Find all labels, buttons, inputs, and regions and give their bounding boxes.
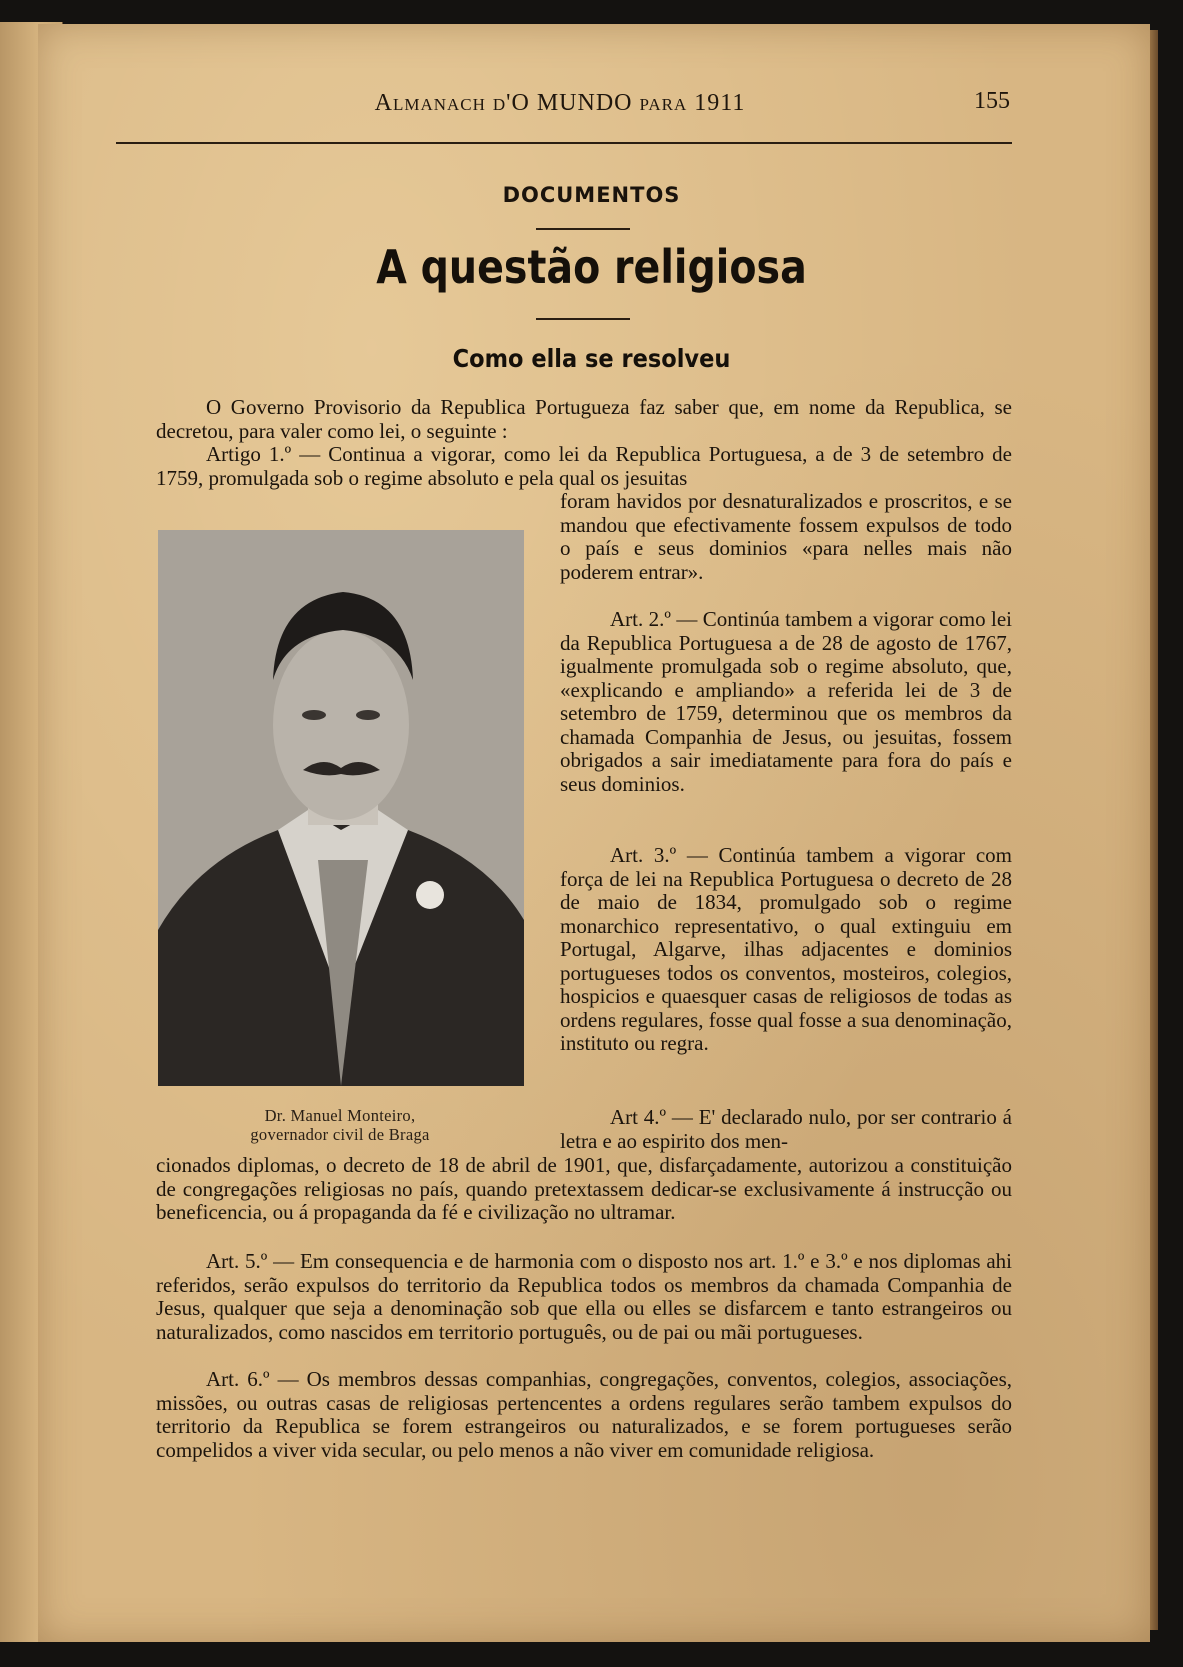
running-head: Almanach d'O MUNDO para 1911	[374, 90, 746, 116]
photo-caption	[170, 1106, 510, 1144]
paragraph-art6: Art. 6.º — Os membros dessas companhias, congregações, conventos, colegios, associações, missões, ou outras casas de religiosas pertencentes a ordens regulares serão tambem expulsos do territorio da Republica se forem estrangeiros ou naturalizados, e se forem portugueses serão compelidos a viver vida secular, ou pelo menos a não viver em comunidade religiosa.	[156, 1367, 1012, 1462]
paragraph-art2: Art. 2.º — Continúa tambem a vigorar como lei da Republica Portuguesa a de 28 de agosto de 1767, igualmente promulgada sob o regime absoluto, que, «explicando e ampliando» a referida lei de 3 de setembro de 1759, determinou que os membros da chamada Companhia de Jesus, ou jesuitas, fossem obrigados a sair imediatamente para fora do país e seus dominios.	[560, 607, 1012, 796]
article-title: A questão religiosa	[376, 240, 807, 294]
header-rule	[116, 142, 1012, 144]
page-number: 155	[974, 88, 1010, 114]
paragraph-art3: Art. 3.º — Continúa tambem a vigorar com força de lei na Republica Portuguesa o decreto de 28 de maio de 1834, promulgado sob o regime monarchico representativo, o qual extinguiu em Portugal, Algarve, ilhas adjacentes e dominios portugueses todos os conventos, mosteiros, colegios, hospicios e quaesquer casas de religiosos de todas as ordens regulares, fosse qual fosse a sua denominação, instituto ou regra.	[560, 843, 1012, 1055]
portrait-icon	[158, 530, 524, 1086]
paragraph-art1-start: Artigo 1.º — Continua a vigorar, como lei da Republica Portuguesa, a de 3 de setembro de 1759, promulgada sob o regime absoluto e pela qual os jesuitas	[156, 442, 1012, 490]
paragraph-art4-end: cionados diplomas, o decreto de 18 de abril de 1901, que, disfarçadamente, autorizou a constituição de congregações religiosas no país, quando pretextassem dedicar-se exclusivamente á instrucção ou beneficencia, ou á propaganda da fé e civilização no ultramar.	[156, 1153, 1012, 1224]
caption-line-title: governador civil de Braga	[250, 1125, 430, 1144]
paragraph-art1-end: foram havidos por desnaturalizados e proscritos, e se mandou que efectivamente fossem expulsos de todo o país e seus dominios «para nelles mais não poderem entrar».	[560, 489, 1012, 584]
paragraph-art5: Art. 5.º — Em consequencia e de harmonia com o disposto nos art. 1.º e 3.º e nos diplomas ahi referidos, serão expulsos do territorio da Republica todos os membros da chamada Companhia de Jesus, qualquer que seja a denominação sob que ella ou elles se disfarcem e tanto estrangeiros ou naturalizados, como nascidos em territorio português, ou de pai ou mãi portugueses.	[156, 1249, 1012, 1344]
paragraph-art4-start: Art 4.º — E' declarado nulo, por ser contrario á letra e ao espirito dos men-	[560, 1105, 1012, 1153]
page-header	[110, 86, 1010, 122]
portrait-photo	[158, 530, 524, 1086]
section-label: DOCUMENTOS	[502, 183, 681, 207]
title-rule-top	[536, 228, 630, 230]
article-subtitle: Como ella se resolveu	[452, 344, 731, 373]
paragraph-intro: O Governo Provisorio da Republica Portugueza faz saber que, em nome da Republica, se decretou, para valer como lei, o seguinte :	[156, 395, 1012, 443]
caption-line-name: Dr. Manuel Monteiro,	[264, 1106, 416, 1125]
title-rule-bottom	[536, 318, 630, 320]
